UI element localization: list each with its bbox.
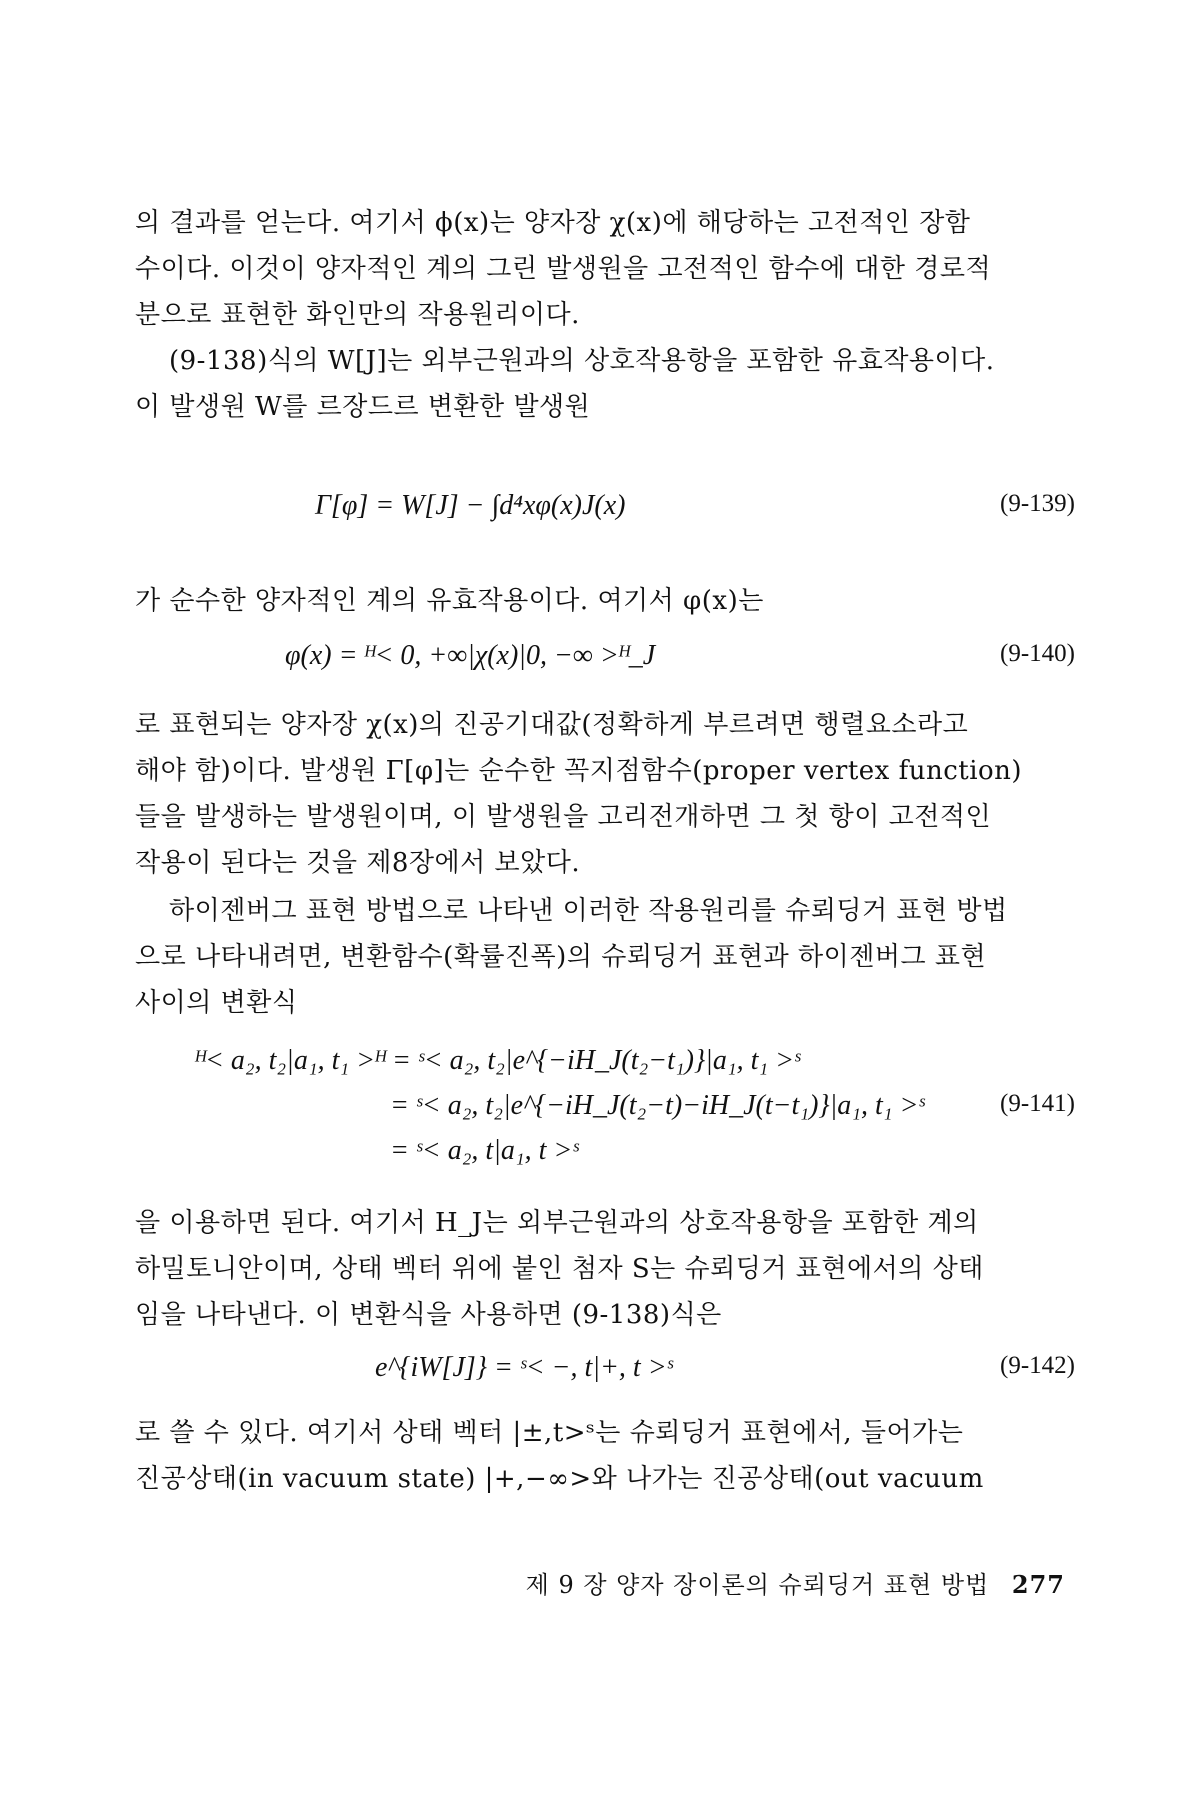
text-line: 임을 나타낸다. 이 변환식을 사용하면 (9-138)식은 xyxy=(135,1300,722,1330)
paragraph-5 xyxy=(135,888,1075,1026)
paragraph-7 xyxy=(135,1410,1075,1502)
text-line: 수이다. 이것이 양자적인 계의 그린 발생원을 고전적인 함수에 대한 경로적 xyxy=(135,254,992,284)
text-line: (9-138)식의 W[J]는 외부근원과의 상호작용항을 포함한 유효작용이다. xyxy=(169,346,995,376)
equation-number: (9-142) xyxy=(1000,1352,1075,1379)
text-line: 의 결과를 얻는다. 여기서 ϕ(x)는 양자장 χ(x)에 해당하는 고전적인 장함 xyxy=(135,208,971,238)
chapter-title: 제 9 장 양자 장이론의 슈뢰딩거 표현 방법 xyxy=(525,1571,990,1599)
text-line: 들을 발생하는 발생원이며, 이 발생원을 고리전개하면 그 첫 항이 고전적인 xyxy=(135,802,992,832)
text-line: 작용이 된다는 것을 제8장에서 보았다. xyxy=(135,848,581,878)
equation-9-139 xyxy=(135,490,1075,530)
equation-number: (9-141) xyxy=(1000,1090,1075,1117)
text-line: 로 쓸 수 있다. 여기서 상태 벡터 |±,t>ˢ는 슈뢰딩거 표현에서, 들어가는 xyxy=(135,1418,964,1448)
equation-expression: e^{iW[J]} = ˢ< −, t|+, t >ˢ xyxy=(375,1352,673,1383)
text-line: 하이젠버그 표현 방법으로 나타낸 이러한 작용원리를 슈뢰딩거 표현 방법 xyxy=(169,896,1008,926)
text-line: 가 순수한 양자적인 계의 유효작용이다. 여기서 φ(x)는 xyxy=(135,586,764,616)
equation-line: = ˢ< a₂, t₂|e^{−iH_J(t₂−t)−iH_J(t−t₁)}|a₁, t₁ >ˢ xyxy=(390,1090,925,1121)
text-line: 하밀토니안이며, 상태 벡터 위에 붙인 첨자 S는 슈뢰딩거 표현에서의 상태 xyxy=(135,1254,984,1284)
running-footer xyxy=(526,1565,1065,1600)
equation-expression: Γ[φ] = W[J] − ∫d⁴xφ(x)J(x) xyxy=(315,490,626,521)
text-line: 해야 함)이다. 발생원 Γ[φ]는 순수한 꼭지점함수(proper vertex function) xyxy=(135,756,1023,786)
text-line: 사이의 변환식 xyxy=(135,988,298,1018)
equation-number: (9-139) xyxy=(1000,490,1075,517)
paragraph-3 xyxy=(135,578,1075,624)
text-line: 분으로 표현한 화인만의 작용원리이다. xyxy=(135,300,580,330)
equation-line: = ˢ< a₂, t|a₁, t >ˢ xyxy=(390,1135,579,1166)
text-line: 을 이용하면 된다. 여기서 H_J는 외부근원과의 상호작용항을 포함한 계의 xyxy=(135,1208,979,1238)
equation-line: ᴴ< a₂, t₂|a₁, t₁ >ᴴ = ˢ< a₂, t₂|e^{−iH_J(t₂−t₁)}|a₁, t₁ >ˢ xyxy=(195,1045,800,1076)
paragraph-6 xyxy=(135,1200,1075,1338)
equation-number: (9-140) xyxy=(1000,640,1075,667)
equation-9-140 xyxy=(135,640,1075,680)
paragraph-4 xyxy=(135,702,1075,886)
equation-9-141 xyxy=(135,1045,1075,1175)
text-line: 이 발생원 W를 르장드르 변환한 발생원 xyxy=(135,392,591,422)
page-number: 277 xyxy=(1011,1570,1065,1599)
text-line: 진공상태(in vacuum state) |+,−∞>와 나가는 진공상태(out vacuum xyxy=(135,1464,984,1494)
paragraph-1 xyxy=(135,200,1075,338)
paragraph-2 xyxy=(135,338,1075,430)
equation-expression: φ(x) = ᴴ< 0, +∞|χ(x)|0, −∞ >ᴴ_J xyxy=(285,640,656,671)
equation-9-142 xyxy=(135,1352,1075,1392)
text-line: 로 표현되는 양자장 χ(x)의 진공기대값(정확하게 부르려면 행렬요소라고 xyxy=(135,710,969,740)
text-line: 으로 나타내려면, 변환함수(확률진폭)의 슈뢰딩거 표현과 하이젠버그 표현 xyxy=(135,942,987,972)
